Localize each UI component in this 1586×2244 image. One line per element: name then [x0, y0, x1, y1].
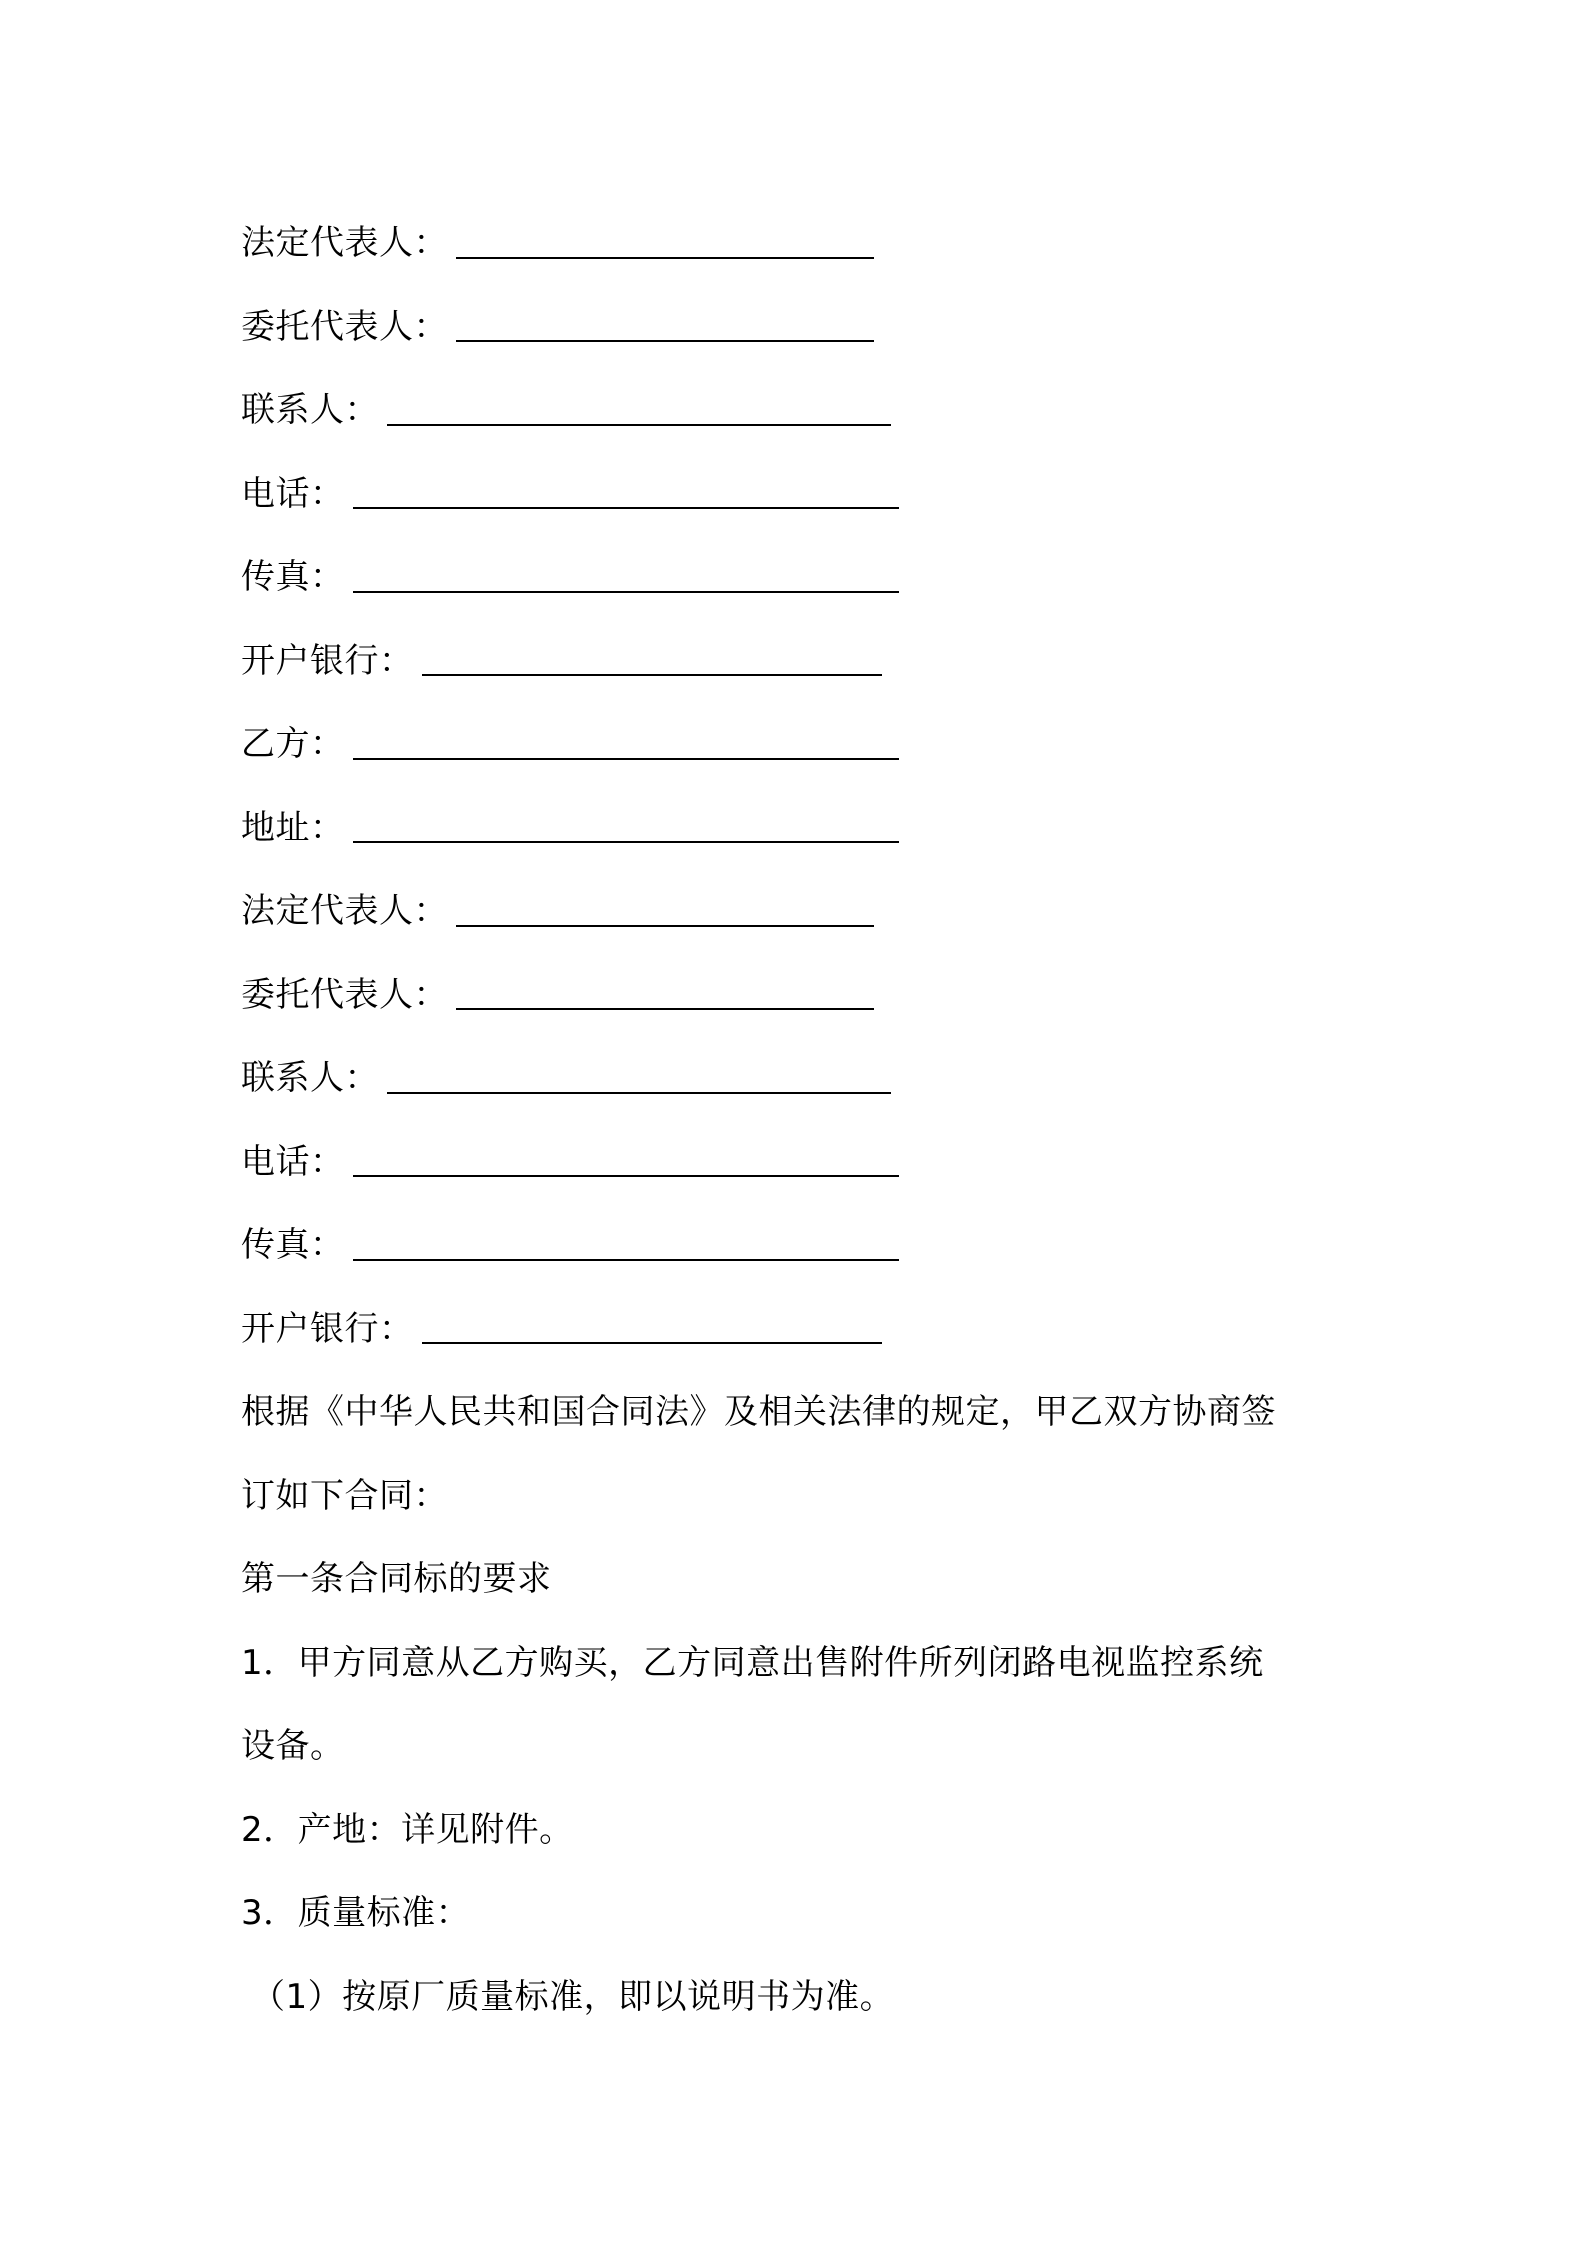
field-label: 委托代表人：: [241, 974, 448, 1015]
field-label: 开户银行：: [241, 640, 414, 681]
intro-line-1: 根据《中华人民共和国合同法》及相关法律的规定，甲乙双方协商签: [241, 1392, 1276, 1433]
article-1-item-1-line-1: 1．甲方同意从乙方购买，乙方同意出售附件所列闭路电视监控系统: [241, 1642, 1264, 1683]
party-a-legal-rep-row: [241, 198, 1351, 282]
party-a-contact-row: [241, 365, 1351, 449]
field-label: 传真：: [241, 1225, 345, 1266]
fill-blank: [353, 563, 899, 593]
field-label: 地址：: [241, 807, 345, 848]
contract-body: [241, 198, 1351, 2035]
field-label: 乙方：: [241, 724, 345, 765]
fill-blank: [456, 897, 874, 927]
party-a-fax-row: [241, 532, 1351, 616]
field-label: 联系人：: [241, 390, 379, 431]
intro-line-2: 订如下合同：: [241, 1475, 448, 1516]
field-label: 联系人：: [241, 1058, 379, 1099]
fill-blank: [387, 1064, 891, 1094]
party-b-legal-rep-row: [241, 866, 1351, 950]
field-label: 法定代表人：: [241, 223, 448, 264]
fill-blank: [353, 1147, 899, 1177]
fill-blank: [353, 730, 899, 760]
fill-blank: [456, 312, 874, 342]
party-b-authorized-rep-row: [241, 950, 1351, 1034]
field-label: 开户银行：: [241, 1308, 414, 1349]
fill-blank: [387, 396, 891, 426]
fill-blank: [456, 980, 874, 1010]
field-label: 电话：: [241, 473, 345, 514]
article-1-item-3: 3．质量标准：: [241, 1893, 471, 1934]
fill-blank: [353, 813, 899, 843]
party-b-contact-row: [241, 1033, 1351, 1117]
party-a-bank-row: [241, 616, 1351, 700]
field-label: 电话：: [241, 1141, 345, 1182]
field-label: 传真：: [241, 557, 345, 598]
article-1-title: 第一条合同标的要求: [241, 1559, 552, 1600]
party-b-address-row: [241, 783, 1351, 867]
article-1-item-2: 2．产地：详见附件。: [241, 1809, 574, 1850]
fill-blank: [422, 646, 882, 676]
fill-blank: [353, 1231, 899, 1261]
fill-blank: [353, 479, 899, 509]
field-label: 委托代表人：: [241, 306, 448, 347]
party-a-phone-row: [241, 449, 1351, 533]
fill-blank: [456, 229, 874, 259]
party-b-row: [241, 699, 1351, 783]
party-a-authorized-rep-row: [241, 282, 1351, 366]
fill-blank: [422, 1314, 882, 1344]
field-label: 法定代表人：: [241, 891, 448, 932]
party-b-fax-row: [241, 1200, 1351, 1284]
party-b-bank-row: [241, 1284, 1351, 1368]
article-1-item-3-sub-1: （1）按原厂质量标准，即以说明书为准。: [251, 1976, 895, 2017]
party-b-phone-row: [241, 1117, 1351, 1201]
article-1-item-1-line-2: 设备。: [241, 1726, 345, 1767]
